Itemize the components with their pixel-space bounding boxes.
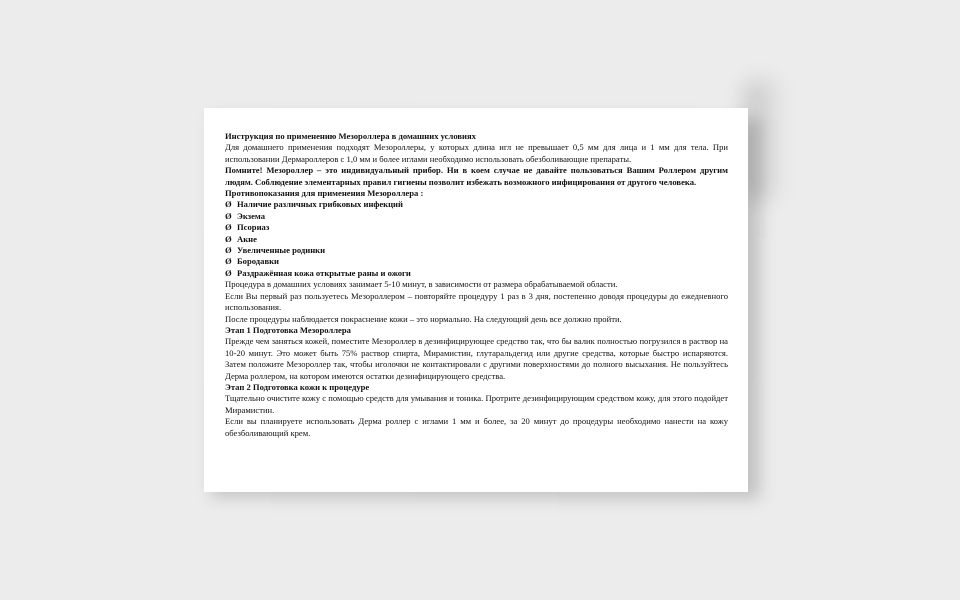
list-item	[225, 245, 728, 256]
stage2-paragraph-2: Если вы планируете использовать Дерма роллер с иглами 1 мм и более, за 20 минут до процедуры необходимо нанести на кожу обезболивающий крем.	[225, 416, 728, 438]
contraindications-list	[225, 199, 728, 279]
bullet-arrow-icon: Ø	[225, 222, 232, 233]
bullet-arrow-icon: Ø	[225, 199, 232, 210]
bullet-arrow-icon: Ø	[225, 267, 232, 278]
list-item-text: Наличие различных грибковых инфекций	[237, 199, 403, 210]
stage2-paragraph-1: Тщательно очистите кожу с помощью средств для умывания и тоника. Протрите дезинфицирующим средством кожу, для этого подойдет Мирамистин.	[225, 393, 728, 415]
bullet-arrow-icon: Ø	[225, 210, 232, 221]
list-item	[225, 268, 728, 279]
list-item-text: Акне	[237, 233, 257, 244]
list-item	[225, 199, 728, 210]
bullet-arrow-icon: Ø	[225, 245, 232, 256]
list-item-text: Псориаз	[237, 222, 270, 233]
stage2-heading: Этап 2 Подготовка кожи к процедуре	[225, 381, 370, 392]
list-item-text: Раздражённая кожа открытые раны и ожоги	[237, 267, 411, 278]
list-item-text: Увеличенные родинки	[237, 245, 326, 256]
document-sheet	[204, 108, 748, 492]
bullet-arrow-icon: Ø	[225, 256, 232, 267]
list-item	[225, 211, 728, 222]
list-item	[225, 234, 728, 245]
contraindications-heading: Противопоказания для применения Мезороллера :	[225, 188, 424, 199]
list-item	[225, 256, 728, 267]
list-item	[225, 222, 728, 233]
after-procedure-paragraph: После процедуры наблюдается покраснение кожи – это нормально. На следующий день все должно пройти.	[225, 313, 622, 324]
list-item-text: Экзема	[237, 210, 266, 221]
stage1-heading: Этап 1 Подготовка Мезороллера	[225, 324, 351, 335]
duration-paragraph: Процедура в домашних условиях занимает 5-10 минут, в зависимости от размера обрабатываемой области.	[225, 279, 618, 290]
list-item-text: Бородавки	[237, 256, 279, 267]
warning-paragraph: Помните! Мезороллер – это индивидуальный прибор. Ни в коем случае не давайте пользоваться Вашим Роллером другим людям. Соблюдение элементарных правил гигиены позволит избежать возможного инфицирования от другого человека.	[225, 165, 728, 187]
bullet-arrow-icon: Ø	[225, 233, 232, 244]
intro-paragraph: Для домашнего применения подходят Мезороллеры, у которых длина игл не превышает 0,5 мм для лица и 1 мм для тела. При использовании Дермароллеров с 1,0 мм и более иглами необходимо использовать обезболивающие препараты.	[225, 142, 728, 164]
stage1-paragraph: Прежде чем заняться кожей, поместите Мезороллер в дезинфицирующее средство так, что бы валик полностью погрузился в раствор на 10-20 минут. Это может быть 75% раствор спирта, Мирамистин, глутаральдегид или другие средства, которые быстро испаряются. Затем положите Мезороллер так, чтобы иголочки не контактировали с другими поверхностями до полного высыхания. Не пользуйтесь Дерма роллером, на котором имеются остатки дезинфицирующего средства.	[225, 336, 728, 381]
document-title: Инструкция по применению Мезороллера в домашних условиях	[225, 131, 476, 141]
first-time-paragraph: Если Вы первый раз пользуетесь Мезороллером – повторяйте процедуру 1 раз в 3 дня, постепенно доводя процедуры до ежедневного использования.	[225, 290, 728, 313]
